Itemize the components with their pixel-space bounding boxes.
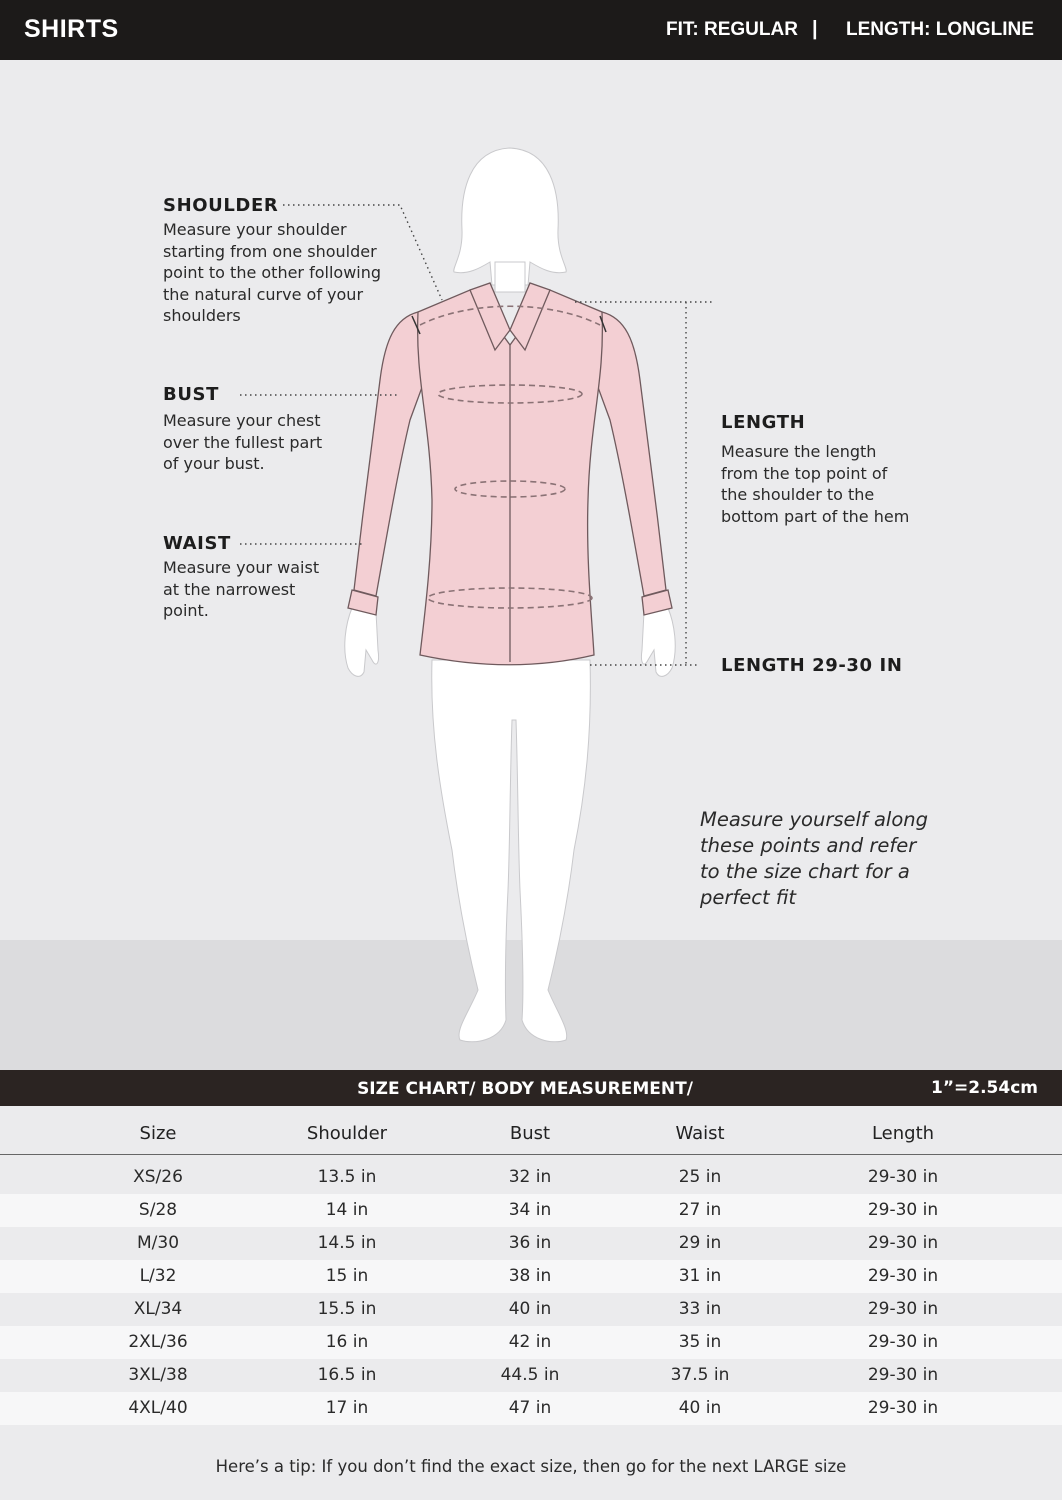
size-tip: Here’s a tip: If you don’t find the exact size, then go for the next LARGE size <box>215 1457 847 1476</box>
table-cell-length: 29-30 in <box>867 1266 939 1286</box>
table-cell-waist: 33 in <box>678 1299 722 1319</box>
table-cell-size: M/30 <box>136 1233 180 1253</box>
table-cell-shoulder: 13.5 in <box>317 1167 377 1187</box>
table-cell-waist: 35 in <box>678 1332 722 1352</box>
table-cell-shoulder: 15 in <box>325 1266 369 1286</box>
table-cell-length: 29-30 in <box>867 1167 939 1187</box>
measure-note: Measure yourself along these points and refer to the size chart for a perfect fit <box>700 808 929 909</box>
table-cell-bust: 44.5 in <box>500 1365 560 1385</box>
table-cell-shoulder: 16 in <box>325 1332 369 1352</box>
table-cell-bust: 34 in <box>508 1200 552 1220</box>
table-cell-size: S/28 <box>138 1200 178 1220</box>
column-header-size: Size <box>139 1123 177 1144</box>
table-cell-shoulder: 15.5 in <box>317 1299 377 1319</box>
header-separator: | <box>812 18 818 40</box>
table-cell-size: XL/34 <box>133 1299 183 1319</box>
table-cell-size: L/32 <box>139 1266 177 1286</box>
table-cell-shoulder: 17 in <box>325 1398 369 1418</box>
table-cell-length: 29-30 in <box>867 1233 939 1253</box>
table-cell-size: 4XL/40 <box>128 1398 188 1418</box>
unit-conversion: 1”=2.54cm <box>931 1078 1038 1098</box>
waist-description: Measure your waist at the narrowest point. <box>163 558 320 620</box>
length-value: LENGTH 29-30 IN <box>721 655 903 676</box>
table-cell-size: XS/26 <box>133 1167 183 1187</box>
waist-heading: WAIST <box>163 533 231 554</box>
column-header-bust: Bust <box>509 1123 551 1144</box>
shoulder-heading: SHOULDER <box>163 195 279 216</box>
table-cell-waist: 40 in <box>678 1398 722 1418</box>
table-cell-waist: 31 in <box>678 1266 722 1286</box>
column-header-length: Length <box>871 1123 935 1144</box>
table-cell-bust: 38 in <box>508 1266 552 1286</box>
table-cell-size: 3XL/38 <box>128 1365 188 1385</box>
table-cell-shoulder: 16.5 in <box>317 1365 377 1385</box>
bust-heading: BUST <box>163 384 219 405</box>
bust-description: Measure your chest over the fullest part of your bust. <box>163 411 323 473</box>
fit-label: FIT: REGULAR <box>666 19 798 40</box>
table-cell-waist: 29 in <box>678 1233 722 1253</box>
table-cell-bust: 40 in <box>508 1299 552 1319</box>
table-cell-waist: 37.5 in <box>670 1365 730 1385</box>
shoulder-description: Measure your shoulder starting from one shoulder point to the other following the natural curve of your shoulders <box>163 220 382 325</box>
table-cell-waist: 25 in <box>678 1167 722 1187</box>
table-cell-shoulder: 14.5 in <box>317 1233 377 1253</box>
table-cell-size: 2XL/36 <box>128 1332 188 1352</box>
table-cell-bust: 36 in <box>508 1233 552 1253</box>
table-cell-length: 29-30 in <box>867 1365 939 1385</box>
size-chart-bar <box>0 1070 1062 1106</box>
table-cell-bust: 42 in <box>508 1332 552 1352</box>
table-cell-length: 29-30 in <box>867 1332 939 1352</box>
column-header-waist: Waist <box>675 1123 725 1144</box>
table-cell-bust: 32 in <box>508 1167 552 1187</box>
page-title: SHIRTS <box>24 15 119 43</box>
table-cell-length: 29-30 in <box>867 1200 939 1220</box>
length-heading: LENGTH <box>721 412 806 433</box>
length-type-label: LENGTH: LONGLINE <box>846 19 1034 40</box>
table-cell-length: 29-30 in <box>867 1398 939 1418</box>
size-chart-title: SIZE CHART/ BODY MEASUREMENT/ <box>357 1079 693 1099</box>
length-description: Measure the length from the top point of the shoulder to the bottom part of the hem <box>721 442 910 526</box>
table-cell-length: 29-30 in <box>867 1299 939 1319</box>
table-cell-waist: 27 in <box>678 1200 722 1220</box>
column-header-shoulder: Shoulder <box>306 1123 388 1144</box>
table-cell-shoulder: 14 in <box>325 1200 369 1220</box>
table-cell-bust: 47 in <box>508 1398 552 1418</box>
